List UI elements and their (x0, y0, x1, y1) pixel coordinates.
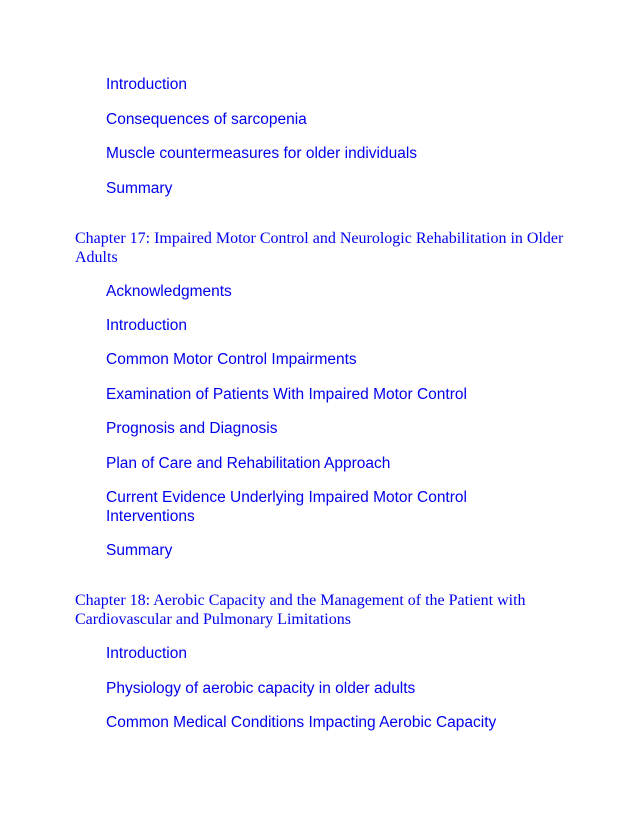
toc-link-introduction[interactable]: Introduction (106, 645, 187, 662)
toc-link-common-medical-conditions[interactable]: Common Medical Conditions Impacting Aerobic Capacity (106, 714, 497, 731)
toc-link-introduction[interactable]: Introduction (106, 76, 187, 93)
toc-link-muscle-countermeasures[interactable]: Muscle countermeasures for older individuals (106, 145, 418, 162)
toc-link-current-evidence[interactable]: Current Evidence Underlying Impaired Motor Control Interventions (106, 489, 467, 525)
toc-link-common-motor-control-impairments[interactable]: Common Motor Control Impairments (106, 351, 357, 368)
toc-link-summary[interactable]: Summary (106, 180, 173, 197)
toc-link-consequences-of-sarcopenia[interactable]: Consequences of sarcopenia (106, 111, 307, 128)
toc-chapter-18-title[interactable]: Chapter 18: Aerobic Capacity and the Management of the Patient with Cardiovascular and Pulmonary Limitations (75, 592, 526, 628)
toc-link-prognosis-and-diagnosis[interactable]: Prognosis and Diagnosis (106, 420, 278, 437)
toc-link-plan-of-care[interactable]: Plan of Care and Rehabilitation Approach (106, 455, 391, 472)
toc-link-summary[interactable]: Summary (106, 542, 173, 559)
toc-link-acknowledgments[interactable]: Acknowledgments (106, 283, 232, 300)
toc-link-physiology-of-aerobic-capacity[interactable]: Physiology of aerobic capacity in older adults (106, 680, 416, 697)
toc-chapter-17-title[interactable]: Chapter 17: Impaired Motor Control and Neurologic Rehabilitation in Older Adults (75, 230, 564, 266)
toc-link-introduction[interactable]: Introduction (106, 317, 187, 334)
toc-link-examination-of-patients[interactable]: Examination of Patients With Impaired Motor Control (106, 386, 467, 403)
